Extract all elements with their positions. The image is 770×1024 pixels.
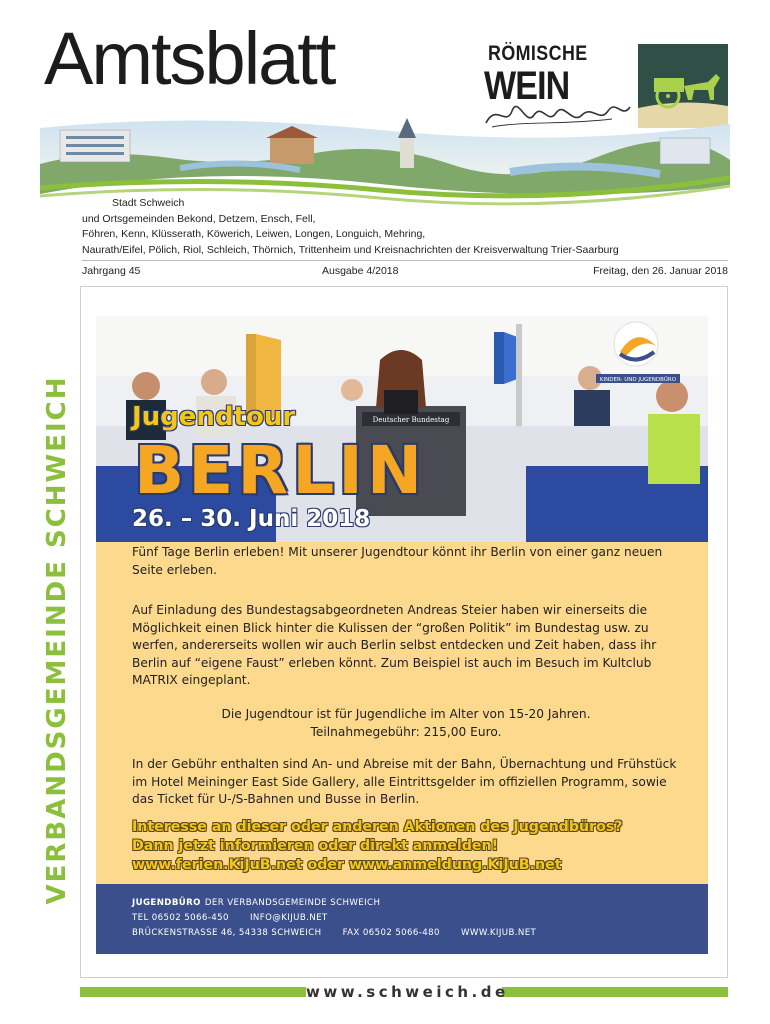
issue-number: Ausgabe 4/2018 [322, 265, 399, 277]
ad-intro: Fünf Tage Berlin erleben! Mit unserer Jugendtour könnt ihr Berlin von einer ganz neuen Seite erleben. [132, 545, 663, 577]
municipality-list: Stadt Schweich und Ortsgemeinden Bekond, Detzem, Ensch, Fell, Föhren, Kenn, Klüsserath, Köwerich, Leiwen, Longen, Longuich, Mehring, Naurath/Eifel, Pölich, Riol, Schleich, Thörnich, Trittenheim und Kreisnachrichten der Kreisverwaltung Trier-Saarburg [82, 197, 619, 256]
side-label: VERBANDSGEMEINDE SCHWEICH [42, 375, 72, 905]
lectern-sign: Deutscher Bundestag [372, 416, 450, 424]
ad-kicker: Jugendtour [132, 402, 296, 432]
contact-fax: FAX 06502 5066-480 [342, 928, 440, 938]
contact-box [96, 884, 708, 954]
ad-description: Auf Einladung des Bundestagsabgeordneten Andreas Steier haben wir einerseits die Möglichkeit einen Blick hinter die Kulissen der “großen Politik” im Bundestag usw. zu werfen, andererseits wollen wir auch Berlin selbst entdecken und Zeit haben, dass ihr Berlin auf “eigene Faust” erleben könnt. Zum Beispiel ist auch im Besuch im Kultclub MATRIX eingeplant. [132, 603, 657, 687]
newspaper-title: Amtsblatt [44, 17, 335, 100]
contact-address: BRÜCKENSTRASSE 46, 54338 SCHWEICH [132, 928, 322, 938]
kijub-logo-text: KINDER- UND JUGENDBÜRO [599, 377, 677, 383]
issue-volume: Jahrgang 45 [82, 265, 141, 277]
ad-headline: BERLIN [134, 432, 427, 509]
ad-dates: 26. – 30. Juni 2018 [132, 506, 371, 532]
org-subtitle: DER VERBANDSGEMEINDE SCHWEICH [204, 898, 381, 908]
contact-website[interactable]: WWW.KIJUB.NET [461, 928, 537, 938]
contact-phone: TEL 06502 5066-450 [132, 913, 229, 923]
ad-age-fee: Die Jugendtour ist für Jugendliche im Alter von 15-20 Jahren. Teilnahmegebühr: 215,00 Euro. [221, 707, 591, 739]
footer-website-link[interactable]: www.schweich.de [306, 983, 509, 1001]
org-name: JUGENDBÜRO [132, 898, 201, 908]
registration-links[interactable]: www.ferien.KiJuB.net oder www.anmeldung.KiJuB.net [132, 857, 562, 873]
town-panorama-banner [40, 108, 730, 208]
ad-included: In der Gebühr enthalten sind An- und Abreise mit der Bahn, Übernachtung und Frühstück im Hotel Meininger East Side Gallery, alle Eintrittsgelder im offiziellen Programm, sowie das Ticket für U-/S-Bahnen und Busse in Berlin. [132, 757, 677, 806]
header-divider [82, 260, 728, 261]
roemische-weinstrasse-logo: RÖMISCHE WEIN [482, 42, 632, 132]
jugendtour-ad [96, 316, 708, 954]
contact-email[interactable]: INFO@KIJUB.NET [249, 913, 328, 923]
ad-call-to-action: Interesse an dieser oder anderen Aktionen des Jugendbüros? Dann jetzt informieren oder direkt anmelden! www.ferien.KiJuB.net oder www.anmeldung.KiJuB.net [132, 818, 692, 875]
issue-date: Freitag, den 26. Januar 2018 [593, 265, 728, 277]
